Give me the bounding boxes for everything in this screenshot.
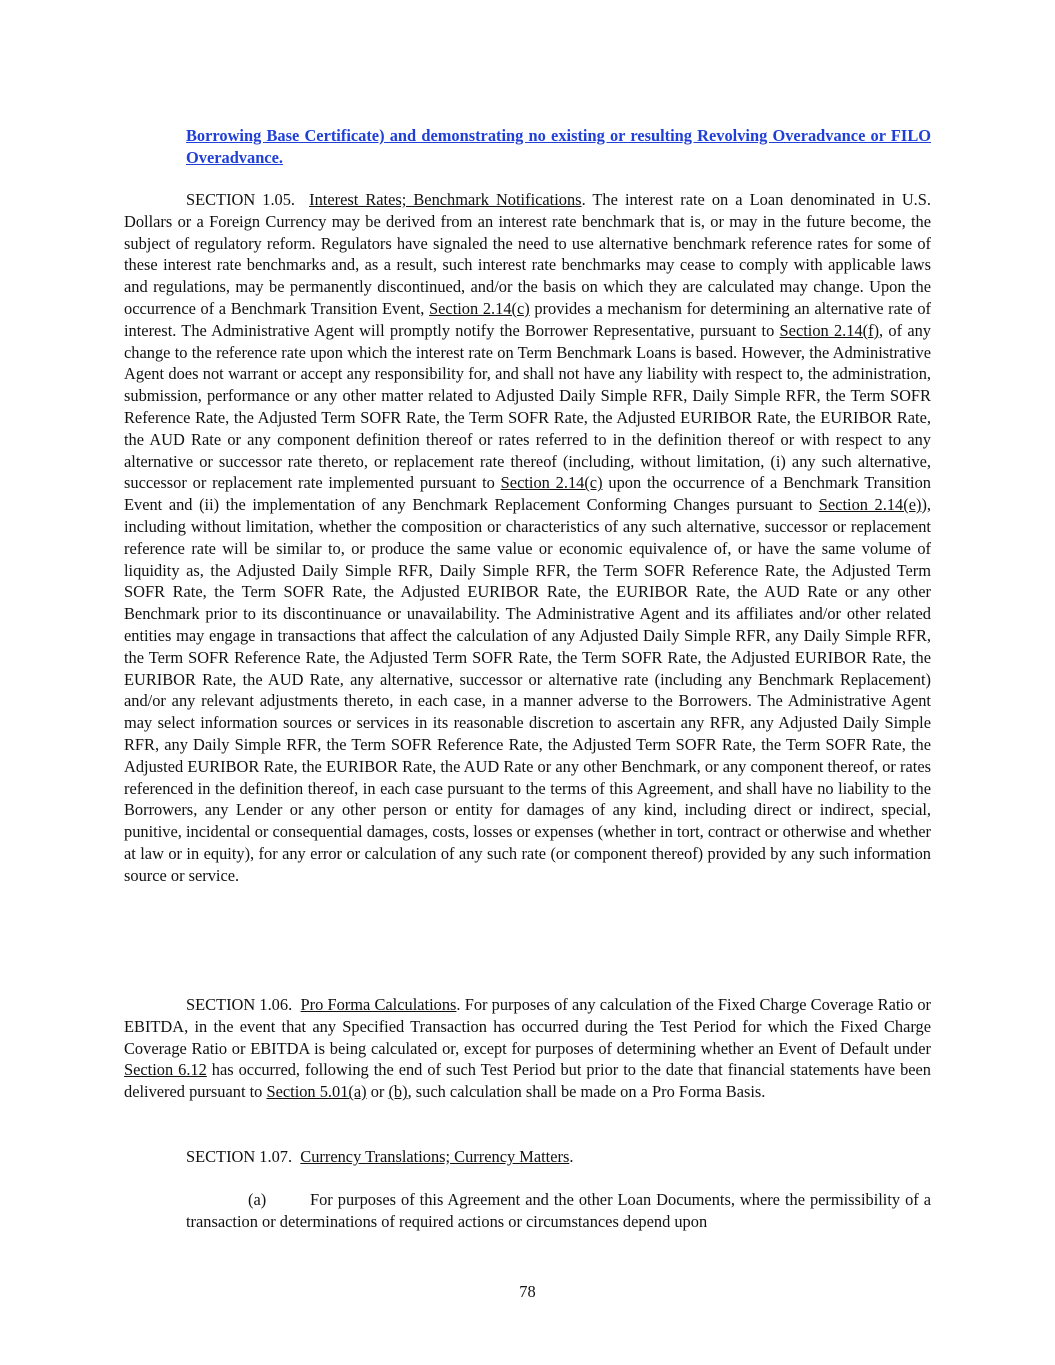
page-number: 78 xyxy=(519,1282,536,1301)
section-1-07-text-1: . xyxy=(569,1147,574,1166)
section-1-06-paragraph xyxy=(124,994,931,1103)
section-1-07-paragraph xyxy=(124,1146,931,1168)
section-ref-b: (b) xyxy=(388,1082,408,1102)
section-ref-2-14e: Section 2.14(e) xyxy=(818,495,922,515)
section-1-06-heading: Pro Forma Calculations xyxy=(300,995,457,1014)
section-ref-2-14c-second: Section 2.14(c) xyxy=(500,473,603,493)
section-1-05-text-3: , of any change to the reference rate upon which the interest rate on Term Benchmark Loans is based. However, the Administrative Agent does not warrant or accept any responsibility for, and shall not have any liability with respect to, the administration, submission, performance or any other matter related to Adjusted Daily Simple RFR, Daily Simple RFR, the Term SOFR Reference Rate, the Adjusted Term SOFR Rate, the Term SOFR Rate, the Adjusted EURIBOR Rate, the EURIBOR Rate, the AUD Rate or any component definition thereof or rates referred to in the definition thereof or with respect to any alternative or successor rate thereto, or replacement rate thereof (including, without limitation, (i) any such alternative, successor or replacement rate implemented pursuant to xyxy=(124,320,931,493)
section-1-05-text-2: provides a mechanism for determining an alternative rate of interest. The Administrative Agent will promptly notify the Borrower Representative, pursuant to xyxy=(124,298,931,340)
clause-a-label: (a) xyxy=(248,1190,267,1209)
section-1-07-number: SECTION 1.07. xyxy=(186,1147,293,1166)
section-1-07-heading: Currency Translations; Currency Matters xyxy=(300,1147,570,1166)
clause-a-text: For purposes of this Agreement and the other Loan Documents, where the permissibility of a transaction or determinations of required actions or circumstances depend upon xyxy=(186,1190,931,1231)
section-1-05-paragraph xyxy=(124,189,931,887)
section-ref-2-14f: Section 2.14(f) xyxy=(779,320,880,340)
section-1-05-text-1: . The interest rate on a Loan denominated in U.S. Dollars or a Foreign Currency may be derived from an interest rate benchmark that is, or may in the future become, the subject of regulatory reform. Regulators have signaled the need to use alternative benchmark reference rates for some of these interest rate benchmarks and, as a result, such interest rate benchmarks may cease to comply with applicable laws and regulations, may be permanently discontinued, and/or the basis on which they are calculated may change. Upon the occurrence of a Benchmark Transition Event, xyxy=(124,190,931,318)
section-1-05-text-4: upon the occurrence of a Benchmark Transition Event and (ii) the implementation of any Benchmark Replacement Conforming Changes pursuant to xyxy=(124,473,932,515)
section-1-06-number: SECTION 1.06. xyxy=(186,995,293,1014)
section-1-05-number: SECTION 1.05. xyxy=(186,190,296,209)
section-ref-2-14c: Section 2.14(c) xyxy=(429,298,530,318)
inserted-text: Borrowing Base Certificate) and demonstrating no existing or resulting Revolving Overadvance or FILO Overadvance. xyxy=(186,126,931,167)
clause-a-paragraph xyxy=(186,1189,931,1233)
section-1-06-text-1: . For purposes of any calculation of the Fixed Charge Coverage Ratio or EBITDA, in the event that any Specified Transaction has occurred during the Test Period for which the Fixed Charge Coverage Ratio or EBITDA is being calculated or, except for purposes of determining whether an Event of Default under xyxy=(124,995,931,1058)
section-1-06-text-2: has occurred, following the end of such Test Period but prior to the date that financial statements have been delivered pursuant to xyxy=(124,1060,932,1102)
section-1-05-heading: Interest Rates; Benchmark Notifications xyxy=(309,190,582,209)
section-ref-6-12: Section 6.12 xyxy=(124,1060,207,1080)
section-1-05-text-5: ), including without limitation, whether the composition or characteristics of any such alternative, successor or replacement reference rate will be similar to, or produce the same value or economic equivalence of, or have the same volume of liquidity as, the Adjusted Daily Simple RFR, Daily Simple RFR, the Term SOFR Reference Rate, the Adjusted Term SOFR Rate, the Term SOFR Rate, the Adjusted EURIBOR Rate, the EURIBOR Rate, the AUD Rate or any other Benchmark prior to its discontinuance or unavailability. The Administrative Agent and its affiliates and/or other related entities may engage in transactions that affect the calculation of any Adjusted Daily Simple RFR, any Daily Simple RFR, the Term SOFR Reference Rate, the Adjusted Term SOFR Rate, the Term SOFR Rate, the Adjusted EURIBOR Rate, the EURIBOR Rate, the AUD Rate, any alternative, successor or alternative rate (including any Benchmark Replacement) and/or any relevant adjustments thereto, in each case, in a manner adverse to the Borrowers. The Administrative Agent may select information sources or services in its reasonable discretion to ascertain any RFR, any Adjusted Daily Simple RFR, any Daily Simple RFR, the Term SOFR Reference Rate, the Adjusted Term SOFR Rate, the Term SOFR Rate, the Adjusted EURIBOR Rate, the EURIBOR Rate, the AUD Rate or any other Benchmark, or any component thereof, or rates referenced in the definition thereof, in each case pursuant to the terms of this Agreement, and shall have no liability to the Borrowers, any Lender or any other person or entity for damages of any kind, including direct or indirect, special, punitive, incidental or consequential damages, costs, losses or expenses (whether in tort, contract or otherwise and whether at law or in equity), for any error or calculation of any such rate (or component thereof) provided by any such information source or service. xyxy=(124,495,931,885)
section-1-06-text-4: , such calculation shall be made on a Pro Forma Basis. xyxy=(407,1082,766,1102)
section-1-06-text-3: or xyxy=(366,1082,389,1102)
section-ref-5-01a: Section 5.01(a) xyxy=(266,1082,367,1102)
